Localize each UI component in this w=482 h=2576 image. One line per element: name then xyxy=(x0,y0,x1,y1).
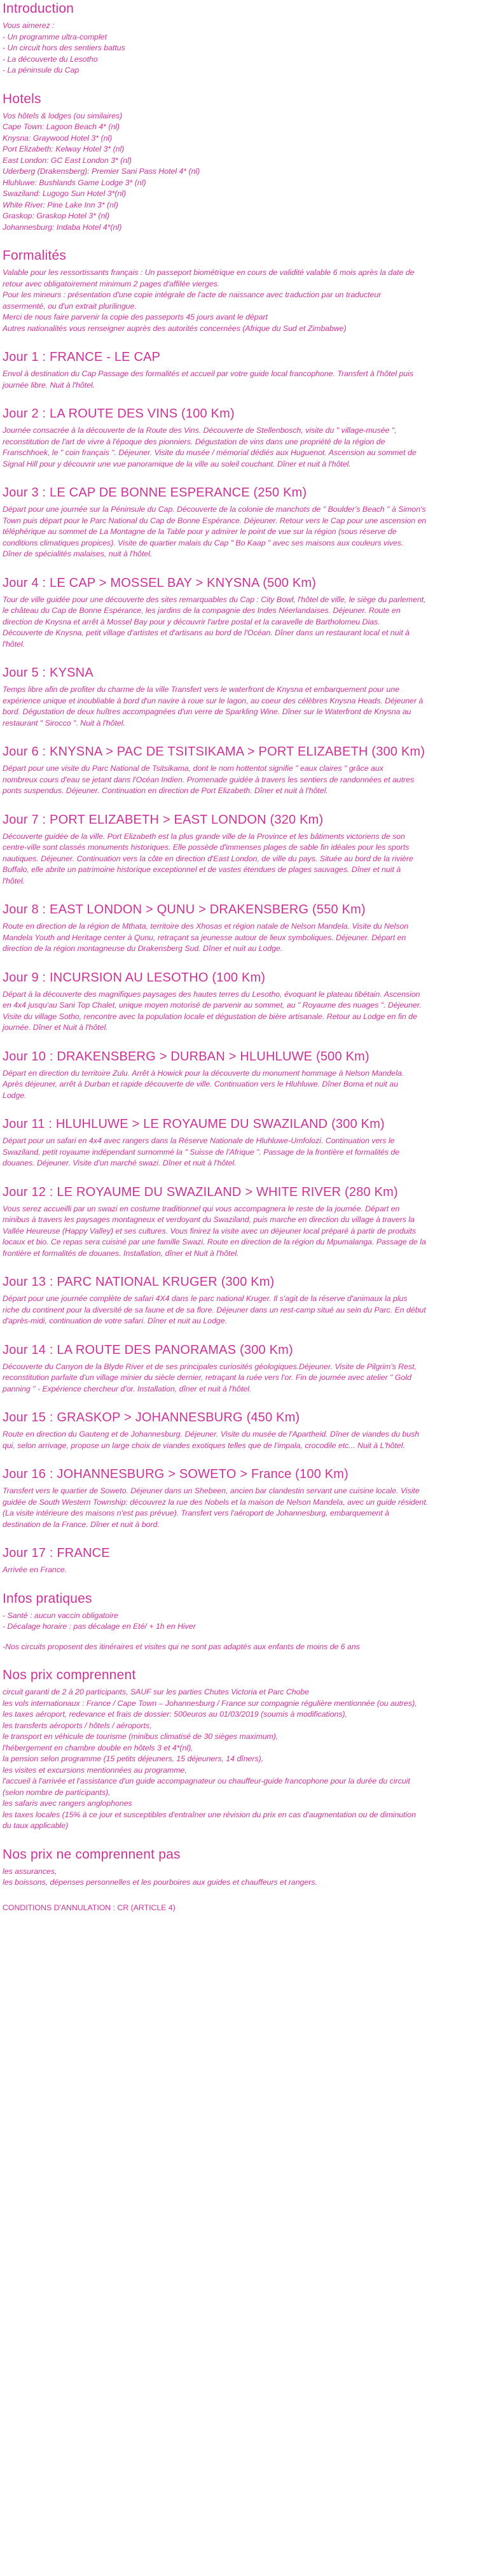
intro-line: - Un circuit hors des sentiers battus xyxy=(3,43,125,52)
day-description xyxy=(3,1429,474,1451)
day-description-line: guidée de South Western Township: découvrez la rue des Nobels et la maison de Nelson Mandela, avec un guide résident. xyxy=(3,1497,429,1507)
day-description-line: journée libre. Nuit à l'hôtel. xyxy=(3,380,95,390)
day-description-line: panning " - Expérience chercheur d'or. Installation, dîner et nuit à l'hôtel. xyxy=(3,1384,252,1393)
prix-inclus-line: l'accueil à l'arrivée et l'assistance d'un guide accompagnateur ou chauffeur-guide francophone pour la durée du circuit xyxy=(3,1777,410,1785)
day-description-line: reconstitution de l'art de vivre à l'époque des pionniers. Dégustation de vins dans une propriété de la région de xyxy=(3,437,385,446)
day-description-line: Signal Hill pour y découvrir une vue panoramique de la ville au soleil couchant. Dîner et nuit à l'hôtel. xyxy=(3,459,351,468)
prix-inclus-title: Nos prix comprennent xyxy=(3,1668,136,1682)
day-description-line: Arrivée en France. xyxy=(3,1565,67,1574)
day-description-line: Lodge. xyxy=(3,1090,27,1100)
infos-line: - Santé : aucun vaccin obligatoire xyxy=(3,1610,118,1620)
day-description xyxy=(3,1565,474,1576)
day-description xyxy=(3,369,474,391)
day-description-line: nombreux cours d'eau se jetant dans l'Océan Indien. Promenade guidée à travers les sentiers de randonnées et autres xyxy=(3,775,415,784)
day-description-line: Départ pour un safari en 4x4 avec rangers dans la Réserve Nationale de Hluhluwe-Umfolozi. Continuation vers le xyxy=(3,1136,395,1145)
day-description-line: reconstitution parfaite d'un village minier du siècle dernier, retraçant la ruée vers l'or. Fin de journée avec atelier " Gold xyxy=(3,1373,411,1382)
day-description-line: ponts suspendus. Déjeuner. Continuation en direction de Port Elizabeth. Dîner et nuit à l'hôtel. xyxy=(3,786,328,795)
day-description-line: Départ pour une visite du Parc National de Tsitsikama, dont le nom hottentot signifie " eaux claires " grâce aux xyxy=(3,764,383,773)
day-description-line: direction de la région montagneuse du Drakensberg Sud. Dîner et nuit au Lodge. xyxy=(3,944,283,953)
day-description xyxy=(3,595,474,651)
prix-inclus-line: les taxes aéroport, redevance et frais de dossier: 500euros au 01/03/2019 (soumis à modifications), xyxy=(3,1710,348,1719)
hotel-line: Knysna: Graywood Hotel 3* (nl) xyxy=(3,133,113,143)
prix-exclus-line: les boissons, dépenses personnelles et les pourboires aux guides et chauffeurs et rangers. xyxy=(3,1878,317,1887)
day-description-line: frontière et formalités de douanes. Installation, dîner et Nuit à l'hôtel. xyxy=(3,1248,239,1258)
day-description-line: Départ à la découverte des magnifiques paysages des hautes terres du Lesotho, évoquant le plateau tibétain. Ascension xyxy=(3,989,420,999)
day-title: Jour 14 : LA ROUTE DES PANORAMAS (300 Km) xyxy=(3,1342,293,1357)
day-description-line: Franschhoek, le " coin français ". Déjeuner. Visite du musée / mémorial dédiés aux Huguenot. Ascension au sommet de xyxy=(3,448,417,457)
hotels-list xyxy=(3,111,474,234)
day-description-line: nautiques. Déjeuner. Continuation vers la côte en direction d'East London, de ville du pays. Située au bord de la rivière xyxy=(3,854,413,863)
day-title: Jour 10 : DRAKENSBERG > DURBAN > HLUHLUWE (500 Km) xyxy=(3,1049,369,1064)
day-description xyxy=(3,831,474,887)
prix-exclus-list xyxy=(3,1866,474,1889)
day-description xyxy=(3,684,474,729)
day-description-line: Départ en direction du territoire Zulu. Arrêt à Howick pour la découverte du monument hommage à Nelson Mandela. xyxy=(3,1068,404,1078)
hotel-line: Uderberg (Drakensberg): Premier Sani Pass Hotel 4* (nl) xyxy=(3,167,200,176)
day-description-line: journée. Dîner et Nuit à l'hôtel. xyxy=(3,1023,108,1032)
day-title: Jour 3 : LE CAP DE BONNE ESPERANCE (250 Km) xyxy=(3,486,307,500)
day-description-line: expérience unique et inoubliable à bord d'un navire à roue sur le lagon, au coeur des célèbres Knysna Heads. Déjeuner à xyxy=(3,696,423,705)
day-description-line: l'hôtel. xyxy=(3,639,25,649)
day-description-line: Route en direction de la région de Mthata, territoire des Xhosas et région natale de Nelson Mandela. Visite du Nelson xyxy=(3,922,409,931)
hotel-line: Vos hôtels & lodges (ou similaires) xyxy=(3,111,123,120)
day-description xyxy=(3,921,474,955)
day-description xyxy=(3,1293,474,1327)
day-description-line: Tour de ville guidée pour une découverte des sites remarquables du Cap : City Bowl, l'hôtel de ville, le siège du parlement, xyxy=(3,595,426,604)
day-description-line: Visite du village Sotho, rencontre avec la population locale et dégustation de bière artisanale. Retour au Lodge en fin de xyxy=(3,1011,417,1021)
day-description-line: locaux et bio. Ce repas sera cuisiné par une famille Swazi. Route en direction de la région du Mpumalanga. Passage de la xyxy=(3,1237,426,1246)
day-description-line: Départ pour une journée complète de safari 4X4 dans le parc national Kruger. Il s'agit de la réserve d'animaux la plus xyxy=(3,1294,408,1303)
day-description-line: direction de Knysna et arrêt à Mossel Bay pour y découvrir l'arbre postal et la caravelle de Bartholomeu Dias. xyxy=(3,617,380,626)
day-description-line: Swaziland, petit royaume indépendant surnommé la " Suisse de l'Afrique ". Passage de la frontière et formalités de xyxy=(3,1147,400,1157)
infos-line: - Décalage horaire : pas décalage en Eté/ + 1h en Hiver xyxy=(3,1622,196,1631)
hotel-line: Graskop: Graskop Hotel 3* (nl) xyxy=(3,211,110,220)
formalites-line: Valable pour les ressortissants français : Un passeport biométrique en cours de validité valable 6 mois après la date de xyxy=(3,268,415,277)
day-description-line: minibus à travers les paysages montagneux et verdoyant du Swaziland, puis marche en direction du village à travers la xyxy=(3,1215,415,1224)
prix-exclus-title: Nos prix ne comprennent pas xyxy=(3,1847,181,1862)
prix-inclus-line: les safaris avec rangers anglophones xyxy=(3,1799,132,1808)
day-description-line: Découverte du Canyon de la Blyde River et de ses principales curiosités géologiques.Déjeuner. Visite de Pilgrim's Rest, xyxy=(3,1362,417,1371)
day-description-line: Découverte de Knysna, petit village d'artistes et d'artisans au bord de l'Océan. Dîner dans un restaurant local et nuit à xyxy=(3,628,410,637)
day-description-line: Mandela Youth and Heritage center à Qunu, retraçant sa jeunesse autour de lieux symboliques. Déjeuner. Départ en xyxy=(3,933,406,942)
day-description xyxy=(3,1204,474,1260)
day-description-line: Temps libre afin de profiter du charme de la ville Transfert vers le waterfront de Knysna et embarquement pour une xyxy=(3,685,400,694)
day-description xyxy=(3,763,474,797)
intro-line: Vous aimerez : xyxy=(3,21,55,30)
prix-inclus-line: les vols internationaux : France / Cape Town – Johannesburg / France sur compagnie régulière mentionnée (ou autres), xyxy=(3,1698,417,1708)
day-description xyxy=(3,989,474,1034)
prix-inclus-line: les taxes locales (15% à ce jour et susceptibles d'entraîner une révision du prix en cas d'augmentation ou de diminution xyxy=(3,1810,416,1819)
prix-inclus-line: le transport en véhicule de tourisme (minibus climatisé de 30 sièges maximum), xyxy=(3,1732,279,1741)
day-description-line: qui, selon arrivage, propose un large choix de viandes exotiques telles que de l'impala, crocodile etc... Nuit à L'hôtel. xyxy=(3,1440,405,1450)
day-description-line: Journée consacrée à la découverte de la Route des Vins. Découverte de Stellenbosch, visite du " village-musée ", xyxy=(3,426,397,435)
day-description xyxy=(3,1362,474,1395)
hotel-line: White River: Pine Lake Inn 3* (nl) xyxy=(3,200,118,209)
day-title: Jour 4 : LE CAP > MOSSEL BAY > KNYSNA (500 Km) xyxy=(3,575,317,590)
intro-line: - Un programme ultra-complet xyxy=(3,32,107,41)
day-description-line: Transfert vers le quartier de Soweto. Déjeuner dans un Shebeen, ancien bar clandestin servant une cuisine locale. Visite xyxy=(3,1486,420,1495)
day-title: Jour 13 : PARC NATIONAL KRUGER (300 Km) xyxy=(3,1275,275,1289)
day-title: Jour 16 : JOHANNESBURG > SOWETO > France (100 Km) xyxy=(3,1467,349,1481)
infos-note: -Nos circuits proposent des itinéraires et visites qui ne sont pas adaptés aux enfants de moins de 6 ans xyxy=(3,1642,360,1651)
day-description xyxy=(3,504,474,560)
hotels-title: Hotels xyxy=(3,91,41,106)
day-title: Jour 8 : EAST LONDON > QUNU > DRAKENSBERG (550 Km) xyxy=(3,903,366,917)
day-description-line: (La visite intérieure des maisons n'est pas prévue). Transfert vers l'aéroport de Johannesburg, embarquement à xyxy=(3,1509,390,1517)
infos-list xyxy=(3,1610,474,1653)
day-description xyxy=(3,425,474,470)
formalites-title: Formalités xyxy=(3,248,67,263)
day-description xyxy=(3,1136,474,1169)
day-title: Jour 9 : INCURSION AU LESOTHO (100 Km) xyxy=(3,970,266,985)
day-title: Jour 11 : HLUHLUWE > LE ROYAUME DU SWAZILAND (300 Km) xyxy=(3,1117,385,1131)
formalites-line: Pour les mineurs : présentation d'une copie intégrale de l'acte de naissance avec traduction par un traducteur xyxy=(3,290,382,299)
intro-title: Introduction xyxy=(3,1,74,16)
day-title: Jour 1 : FRANCE - LE CAP xyxy=(3,350,161,364)
day-description-line: Envol à destination du Cap Passage des formalités et accueil par votre guide local francophone. Transfert à l'hôtel puis xyxy=(3,369,414,378)
prix-inclus-line: les transferts aéroports / hôtels / aéroports, xyxy=(3,1721,152,1730)
day-description-line: Vous serez accueilli par un swazi en costume traditionnel qui vous accompagnera le reste de la journée. Départ en xyxy=(3,1204,400,1213)
prix-inclus-line: (selon nombre de participants), xyxy=(3,1787,111,1797)
prix-inclus-line: circuit garanti de 2 à 20 participants, SAUF sur les parties Chutes Victoria et Parc Chobe xyxy=(3,1687,310,1696)
day-description-line: Après déjeuner, arrêt à Durban et rapide découverte de ville. Continuation vers le Hluhluwe. Dîner Boma et nuit au xyxy=(3,1080,399,1088)
day-description-line: restaurant " Sirocco ". Nuit à l'hôtel. xyxy=(3,718,125,728)
day-title: Jour 12 : LE ROYAUME DU SWAZILAND > WHITE RIVER (280 Km) xyxy=(3,1185,398,1199)
conditions-annulation: CONDITIONS D'ANNULATION : CR (ARTICLE 4) xyxy=(3,1903,176,1912)
day-description-line: d'après-midi, continuation de votre safari. Dîner et nuit au Lodge. xyxy=(3,1316,228,1325)
day-description-line: bord. Dégustation de deux huîtres accompagnées d'un verre de Sparkling Wine. Dîner sur le Waterfront de Knysna au xyxy=(3,707,411,716)
prix-inclus-line: les visites et excursions mentionnées au programme, xyxy=(3,1765,187,1775)
intro-list xyxy=(3,20,474,76)
day-description-line: l'hôtel. xyxy=(3,876,25,885)
itinerary xyxy=(3,334,474,1576)
day-title: Jour 5 : KYSNA xyxy=(3,666,93,680)
day-title: Jour 6 : KNYSNA > PAC DE TSITSIKAMA > PORT ELIZABETH (300 Km) xyxy=(3,745,425,759)
day-title: Jour 15 : GRASKOP > JOHANNESBURG (450 Km) xyxy=(3,1411,300,1425)
day-description-line: Découverte guidée de la ville. Port Elizabeth est la plus grande ville de la Province et les bâtiments victoriens de son xyxy=(3,831,405,841)
day-description-line: en 4x4 jusqu'au Sani Top Chalet, unique moyen motorisé de parvenir au sommet, au " Royaume des nuages ". Déjeuner. xyxy=(3,1001,422,1010)
intro-line: - La découverte du Lesotho xyxy=(3,54,98,64)
formalites-line: Merci de nous faire parvenir la copie des passeports 45 jours avant le départ xyxy=(3,313,268,321)
day-title: Jour 17 : FRANCE xyxy=(3,1546,110,1560)
prix-exclus-line: les assurances, xyxy=(3,1866,57,1876)
formalites-list xyxy=(3,267,474,334)
day-description-line: Départ pour une journée sur la Péninsule du Cap. Découverte de la colonie de manchots de " Boulder's Beach " à Simon's xyxy=(3,505,426,514)
day-description xyxy=(3,1486,474,1530)
day-description-line: téléphérique au sommet de La Montagne de la Table pour y admirer le point de vue sur la région (sous réserve de xyxy=(3,527,397,536)
infos-title: Infos pratiques xyxy=(3,1591,92,1606)
hotel-line: East London: GC East London 3* (nl) xyxy=(3,155,132,165)
prix-inclus-line: la pension selon programme (15 petits déjeuners, 15 déjeuners, 14 dîners), xyxy=(3,1754,264,1763)
formalites-line: Autres nationalités vous renseigner auprès des autorités concernées (Afrique du Sud et Zimbabwe) xyxy=(3,323,347,333)
hotel-line: Hluhluwe: Bushlands Game Lodge 3* (nl) xyxy=(3,178,146,187)
hotel-line: Johannesburg: Indaba Hotel 4*(nl) xyxy=(3,222,122,232)
day-description-line: Buffalo, elle abrite un patrimoine historique exceptionnel et de vastes étendues de plages sauvages. Dîner et nuit à xyxy=(3,865,401,874)
day-description-line: centre-ville sont classés monuments historiques. Elle possède d'immenses plages de sable fin idéales pour les sports xyxy=(3,843,410,852)
formalites-line: retour avec obligatoirement minimum 2 pages d'affilée vierges. xyxy=(3,279,220,288)
day-description-line: destination de la France. Dîner et nuit à bord. xyxy=(3,1519,160,1529)
day-description-line: Town puis départ pour le Parc National du Cap de Bonne Espérance. Déjeuner. Retour vers le Cap pour une ascension en xyxy=(3,516,427,525)
prix-inclus-line: du taux applicable) xyxy=(3,1821,69,1830)
day-description-line: conditions climatiques propices). Visite de quartier malais du Cap " Bo Kaap " avec ses maisons aux couleurs vives. xyxy=(3,538,404,547)
intro-line: - La péninsule du Cap xyxy=(3,66,79,74)
day-description-line: Dîner de spécialités malaises, nuit à l'hôtel. xyxy=(3,549,153,558)
day-title: Jour 7 : PORT ELIZABETH > EAST LONDON (320 Km) xyxy=(3,812,324,827)
hotel-line: Swaziland: Lugogo Sun Hotel 3*(nl) xyxy=(3,189,127,198)
prix-inclus-list xyxy=(3,1687,474,1832)
prix-inclus-line: l'hébergement en chambre double en hôtels 3 et 4*(nl), xyxy=(3,1743,193,1752)
day-title: Jour 2 : LA ROUTE DES VINS (100 Km) xyxy=(3,407,235,421)
formalites-line: assermenté, ou d'un extrait plurilingue. xyxy=(3,301,137,311)
day-description-line: riche du continent pour la diversité de sa faune et de sa flore. Déjeuner dans un rest-camp situé au sein du Parc. En début xyxy=(3,1305,426,1314)
hotel-line: Port Elizabeth: Kelway Hotel 3* (nl) xyxy=(3,144,125,153)
day-description-line: le château du Cap de Bonne Espérance, les jardins de la compagnie des Indes Néerlandaises. Déjeuner. Route en xyxy=(3,606,401,615)
hotel-line: Cape Town: Lagoon Beach 4* (nl) xyxy=(3,122,120,131)
day-description xyxy=(3,1068,474,1102)
day-description-line: Route en direction du Gauteng et de Johannesburg. Déjeuner. Visite du musée de l'Apartheid. Dîner de viandes du bush xyxy=(3,1430,420,1439)
day-description-line: Vallée Heureuse (Happy Valley) et ses cultures. Vous finirez la visite avec un déjeuner local préparé à partir de produits xyxy=(3,1226,417,1235)
day-description-line: douanes. Déjeuner. Visite d'un marché swazi. Dîner et nuit à l'hôtel. xyxy=(3,1158,237,1167)
